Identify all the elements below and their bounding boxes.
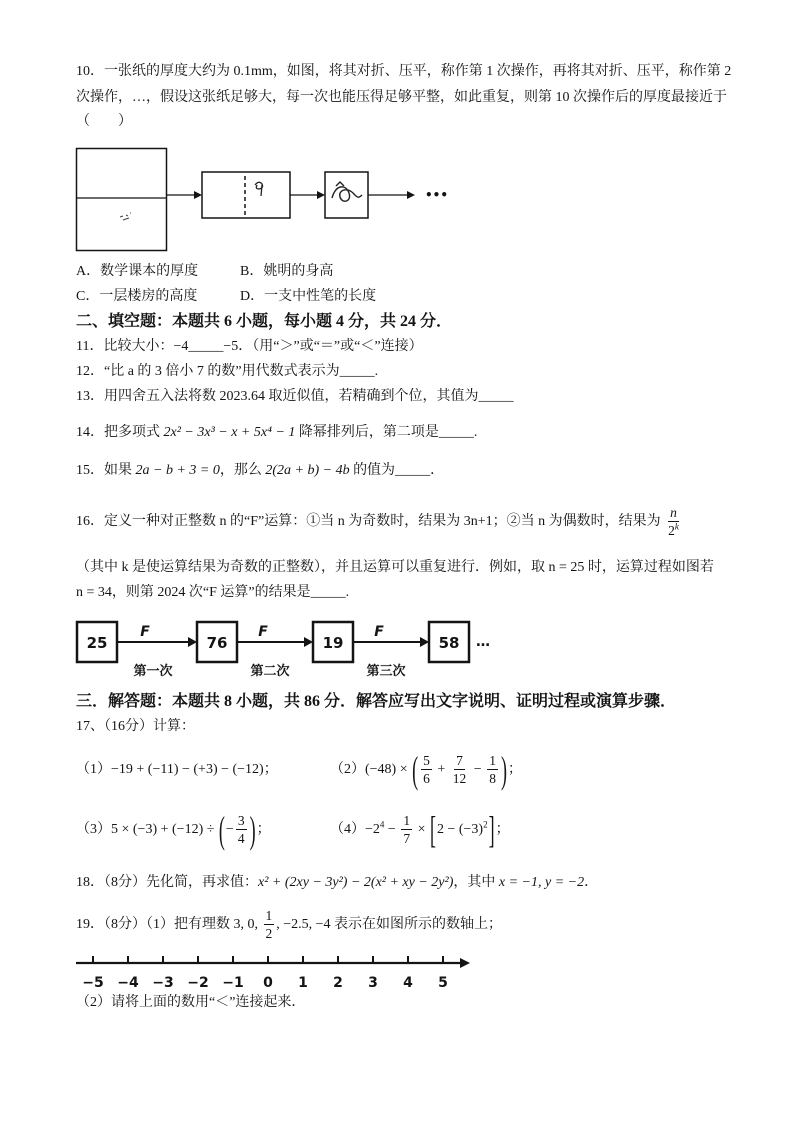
times-operator: × [414, 822, 429, 837]
fraction-denominator: 7 [403, 831, 411, 847]
q14 [76, 423, 477, 443]
step-2-label: 第二次 [250, 664, 290, 679]
q19-text: 19．（8分）（1）把有理数 3, 0, [76, 917, 262, 932]
q12-blank: _____ [339, 364, 375, 379]
q16-line-3 [76, 583, 349, 603]
q18-text-end: ． [584, 875, 599, 890]
q16-line-2: （其中 k 是使运算结果为奇数的正整数），并且运算可以重复进行．例如，取 n = 25 时，运算过程如图若 [76, 560, 714, 575]
q14-polynomial: 2x² − 3x³ − x + 5x⁴ − 1 [163, 425, 296, 440]
q17-part-3-end: ； [256, 822, 271, 837]
q17-part-4-label: （4） [330, 822, 365, 837]
fraction-denominator: 8 [489, 771, 496, 787]
q15-expression: 2(2a + b) − 4b [265, 463, 350, 478]
paper-folding-figure [70, 140, 450, 258]
f-arrow-1-head [188, 637, 197, 647]
axis-label: −4 [117, 975, 139, 991]
q19-part-2: （2）请将上面的数用“＜”连接起来． [76, 995, 306, 1010]
exponent: 4 [379, 819, 385, 830]
folded-paper-once [202, 172, 290, 218]
fraction-denominator: 2 [265, 926, 273, 942]
axis-label: 1 [298, 975, 308, 991]
left-paren: ( [412, 748, 419, 791]
f-operation-figure [70, 612, 500, 682]
section-3-heading: 三．解答题：本题共 8 小题，共 86 分．解答应写出文字说明、证明过程或演算步骤． [76, 693, 677, 710]
q10-answer-brackets: （ ） [76, 114, 132, 129]
q14-text: 14．把多项式 [76, 425, 164, 440]
number-line [70, 948, 472, 994]
arrow-2-head [317, 191, 325, 199]
axis-label: −5 [82, 975, 104, 991]
q18 [76, 873, 598, 893]
f-arrow-3-label: F [374, 624, 384, 640]
fraction-denominator [666, 522, 681, 538]
fraction-numerator: 5 [423, 753, 430, 769]
q16-fraction [666, 505, 681, 538]
q17-part-1 [76, 750, 278, 790]
fraction-7-12 [451, 753, 469, 786]
fraction-3-4 [236, 813, 247, 846]
axis-label: 5 [438, 975, 448, 991]
axis-label: 3 [368, 975, 378, 991]
axis-label: −1 [222, 975, 244, 991]
q15-text-3: 的值为 [349, 463, 396, 478]
fraction-numerator: n [670, 505, 677, 521]
q10-line-1: 10．一张纸的厚度大约为 0.1mm，如图，将其对折、压平，称作第 1 次操作，再将其对折、压平，称作第 2 [76, 64, 732, 79]
fraction-numerator: 1 [265, 908, 273, 924]
q17-part-4 [330, 810, 510, 850]
section-2-heading: 二、填空题：本题共 6 小题，每小题 4 分，共 24 分． [76, 313, 453, 330]
fraction-denominator: 4 [237, 831, 245, 847]
f-arrow-2-head [304, 637, 313, 647]
q16-text-end: . [345, 585, 350, 600]
left-paren: ( [218, 808, 225, 851]
fraction-1-8 [487, 753, 498, 786]
q17-part-3 [76, 810, 271, 850]
denominator-base: 2 [668, 523, 675, 539]
q15-text-2: ，那么 [219, 463, 266, 478]
q17-part-2-end: ； [507, 762, 522, 777]
value-box-3-label: 19 [322, 634, 344, 652]
right-paren: ) [249, 808, 256, 851]
q15-text-end: ． [430, 463, 445, 478]
fraction-denominator: 6 [423, 771, 430, 787]
option-a: A．数学课本的厚度 [76, 264, 199, 279]
axis-arrow-head [460, 958, 470, 968]
q14-text-2: 降幂排列后，第二项是 [295, 425, 439, 440]
right-bracket: ] [488, 808, 495, 851]
q15-blank: _____ [395, 463, 431, 478]
value-box-4-label: 58 [438, 634, 460, 652]
q15-text: 15．如果 [76, 463, 136, 478]
plus-operator: + [433, 762, 449, 777]
q17-part-3-prefix: 5 × (−3) + (−12) ÷ [111, 822, 218, 837]
q18-text-2: ，其中 [453, 875, 499, 890]
axis-label: 0 [263, 975, 273, 991]
option-c: C．一层楼房的高度 [76, 289, 198, 304]
fold-curl-mark [255, 182, 263, 196]
fraction-numerator: 3 [237, 813, 245, 829]
axis-label: 2 [333, 975, 343, 991]
step-3-label: 第三次 [366, 664, 406, 679]
q17-part-2-prefix: (−48) × [365, 762, 412, 777]
q16-blank: _____ [310, 585, 346, 600]
fraction-denominator: 12 [452, 771, 467, 787]
q19 [76, 905, 502, 945]
q12-text-end: . [374, 364, 379, 379]
q13 [76, 387, 514, 407]
q18-values: x = −1, y = −2 [498, 875, 585, 890]
q18-text: 18．（8分）先化简，再求值： [76, 875, 258, 890]
q13-blank: _____ [478, 389, 514, 404]
q10-line-2: 次操作，…，假设这张纸足够大，每一次也能压得足够平整，如此重复，则第 10 次操作后的厚度最接近于 [76, 90, 727, 105]
q16-text-3: n = 34，则第 2024 次“F 运算”的结果是 [76, 585, 311, 600]
fraction-1-2 [264, 908, 275, 941]
axis-label: −2 [187, 975, 209, 991]
q15 [76, 461, 444, 481]
q11 [76, 337, 423, 357]
figure-ellipsis: ••• [425, 188, 449, 202]
f-figure-ellipsis: … [476, 634, 490, 650]
arrow-1-head [194, 191, 202, 199]
q11-blank: _____ [188, 339, 224, 354]
q17-part-1-expression: −19 + (−11) − (+3) − (−12) [111, 762, 264, 777]
q17-part-3-label: （3） [76, 822, 111, 837]
q17-part-4-base: −2 [365, 822, 380, 837]
q19-text-end: , −2.5, −4 表示在如图所示的数轴上； [276, 917, 503, 932]
fraction-5-6 [421, 753, 432, 786]
q15-equation: 2a − b + 3 = 0 [135, 463, 220, 478]
fraction-numerator: 1 [489, 753, 496, 769]
value-box-2-label: 76 [206, 634, 228, 652]
f-arrow-1-label: F [140, 624, 150, 640]
arrow-3-head [407, 191, 415, 199]
paper-mark [120, 213, 131, 220]
q17-part-1-end: ； [263, 762, 278, 777]
q16-line-1 [76, 502, 683, 542]
q17-part-4-end: ； [495, 822, 510, 837]
q12-text: 12．“比 a 的 3 倍小 7 的数”用代数式表示为 [76, 364, 340, 379]
axis-label: −3 [152, 975, 174, 991]
minus-operator: − [384, 822, 400, 837]
option-b: B．姚明的身高 [240, 264, 334, 279]
f-arrow-2-label: F [258, 624, 268, 640]
q17-part-2 [330, 750, 522, 790]
left-bracket: [ [429, 808, 436, 851]
right-paren: ) [500, 748, 507, 791]
q17-part-1-label: （1） [76, 762, 111, 777]
exponent: 2 [483, 819, 488, 830]
minus-sign: − [225, 822, 234, 837]
q17-part-2-label: （2） [330, 762, 365, 777]
fraction-1-7 [401, 813, 412, 846]
q18-expression: x² + (2xy − 3y²) − 2(x² + xy − 2y²) [258, 875, 454, 890]
option-d: D．一支中性笔的长度 [240, 289, 377, 304]
bracket-inner: 2 − (−3) [436, 822, 484, 837]
minus-operator: − [470, 762, 486, 777]
q14-text-end: . [473, 425, 478, 440]
denominator-exponent: k [674, 521, 679, 532]
q16-text: 16．定义一种对正整数 n 的“F”运算：①当 n 为奇数时，结果为 3n+1；②当 n 为偶数时，结果为 [76, 514, 665, 529]
unfolded-paper [77, 149, 167, 251]
q12 [76, 362, 378, 382]
q17-title: 17、（16分）计算： [76, 719, 195, 734]
f-arrow-3-head [420, 637, 429, 647]
q11-text: 11．比较大小：−4 [76, 339, 189, 354]
step-1-label: 第一次 [133, 664, 173, 679]
q14-blank: _____ [438, 425, 474, 440]
q13-text: 13．用四舍五入法将数 2023.64 取近似值，若精确到个位，其值为 [76, 389, 479, 404]
fraction-numerator: 7 [456, 753, 463, 769]
q11-text-end: −5．（用“＞”或“＝”或“＜”连接） [223, 339, 423, 354]
axis-label: 4 [403, 975, 413, 991]
curled-paper-drawing [332, 182, 362, 201]
value-box-1-label: 25 [86, 634, 108, 652]
fraction-numerator: 1 [403, 813, 411, 829]
